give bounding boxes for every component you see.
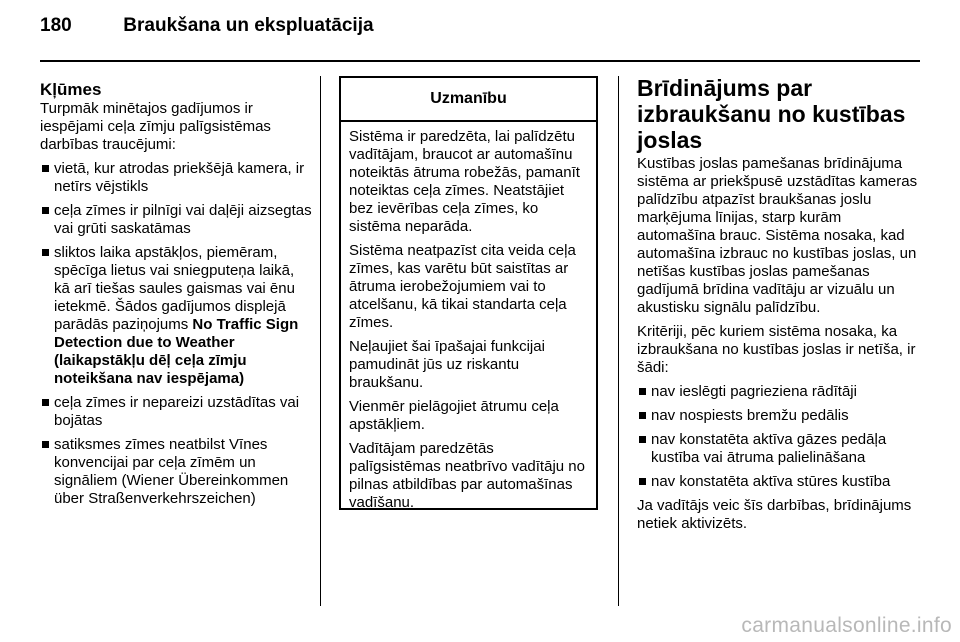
right-column — [637, 75, 920, 539]
bullet-icon — [639, 436, 646, 443]
list-item: ceļa zīmes ir nepareizi uzstādītas vai bojātas — [40, 394, 312, 430]
lane-departure-description: Kustības joslas pamešanas brīdinājuma sistēma ar priekšpusē uzstādītas kameras palīdzību atpazīst braukšanas joslu marķējuma līnijas, starp kurām automašīna brauc. Sistēma nosaka, kad automašīna izbrauc no kustības joslas, un netīšas kustības joslas pamešanas gadījumā brīdina vadītāju ar vizuālu un akustisku signālu palīdzību. — [637, 155, 918, 316]
list-item: sliktos laika apstākļos, piemēram, spēcīga lietus vai sniegputeņa laikā, kā arī tiešas saules gaismas vai ēnu ietekmē. Šādos gadījumos displejā parādās paziņojums No Traffic Sign Detection due to Weather (laikapstākļu dēļ ceļa zīmju noteikšana nav iespējama) — [40, 244, 312, 388]
bullet-icon — [42, 441, 49, 448]
caution-paragraph: Vienmēr pielāgojiet ātrumu ceļa apstākļiem. — [349, 398, 559, 433]
page-number: 180 — [40, 15, 72, 36]
watermark: carmanualsonline.info — [741, 614, 952, 637]
list-item: vietā, kur atrodas priekšējā kamera, ir netīrs vējstikls — [40, 160, 312, 196]
bullet-icon — [42, 207, 49, 214]
caution-body — [341, 122, 596, 512]
bullet-icon — [42, 249, 49, 256]
section-title: Brīdinājums par izbraukšanu no kustības joslas — [637, 75, 906, 153]
bullet-icon — [639, 478, 646, 485]
list-item: nav ieslēgti pagrieziena rādītāji — [637, 383, 920, 401]
faults-list — [40, 160, 312, 508]
header-rule — [40, 60, 920, 62]
criteria-intro: Kritēriji, pēc kuriem sistēma nosaka, ka izbraukšana no kustības joslas ir netīša, ir šādi: — [637, 323, 916, 376]
list-item: ceļa zīmes ir pilnīgi vai daļēji aizsegtas vai grūti saskatāmas — [40, 202, 312, 238]
caution-paragraph: Sistēma neatpazīst cita veida ceļa zīmes, kas varētu būt saistītas ar ātruma ierobežojumiem vai to atcelšanu, kā tikai standarta ceļa zīmes. — [349, 242, 576, 331]
caution-paragraph: Sistēma ir paredzēta, lai palīdzētu vadītājam, braucot ar automašīnu noteiktās ātruma robežās, pamanīt noteiktas ceļa zīmes. Neatstājiet bez ievērības ceļa zīmes, ko sistēma neparāda. — [349, 128, 580, 235]
list-item: nav konstatēta aktīva stūres kustība — [637, 473, 920, 491]
list-item: satiksmes zīmes neatbilst Vīnes konvencijai par ceļa zīmēm un signāliem (Wiener Übereinkommen über Straßenverkehrszeichen) — [40, 436, 312, 508]
column-divider — [618, 76, 619, 606]
caution-paragraph: Neļaujiet šai īpašajai funkcijai pamudināt jūs uz riskantu braukšanu. — [349, 338, 545, 391]
bullet-icon — [42, 165, 49, 172]
list-item: nav konstatēta aktīva gāzes pedāļa kustība vai ātruma palielināšana — [637, 431, 920, 467]
list-item: nav nospiests bremžu pedālis — [637, 407, 920, 425]
caution-box — [339, 76, 598, 510]
caution-paragraph: Vadītājam paredzētās palīgsistēmas neatbrīvo vadītāju no pilnas atbildības par automašīnas vadīšanu. — [349, 440, 585, 511]
page-header — [40, 14, 920, 38]
closing-paragraph: Ja vadītājs veic šīs darbības, brīdinājums netiek aktivizēts. — [637, 497, 912, 532]
left-column — [40, 80, 312, 514]
display-message: No Traffic Sign Detection due to Weather (laikapstākļu dēļ ceļa zīmju noteikšana nav iespējama) — [54, 316, 299, 387]
faults-intro: Turpmāk minētajos gadījumos ir iespējami ceļa zīmju palīgsistēmas darbības traucējumi: — [40, 100, 271, 153]
caution-title: Uzmanību — [341, 78, 596, 122]
chapter-title: Braukšana un ekspluatācija — [123, 15, 374, 36]
bullet-icon — [42, 399, 49, 406]
column-divider — [320, 76, 321, 606]
criteria-list — [637, 383, 920, 491]
bullet-icon — [639, 412, 646, 419]
bullet-icon — [639, 388, 646, 395]
faults-heading: Kļūmes — [40, 80, 102, 99]
